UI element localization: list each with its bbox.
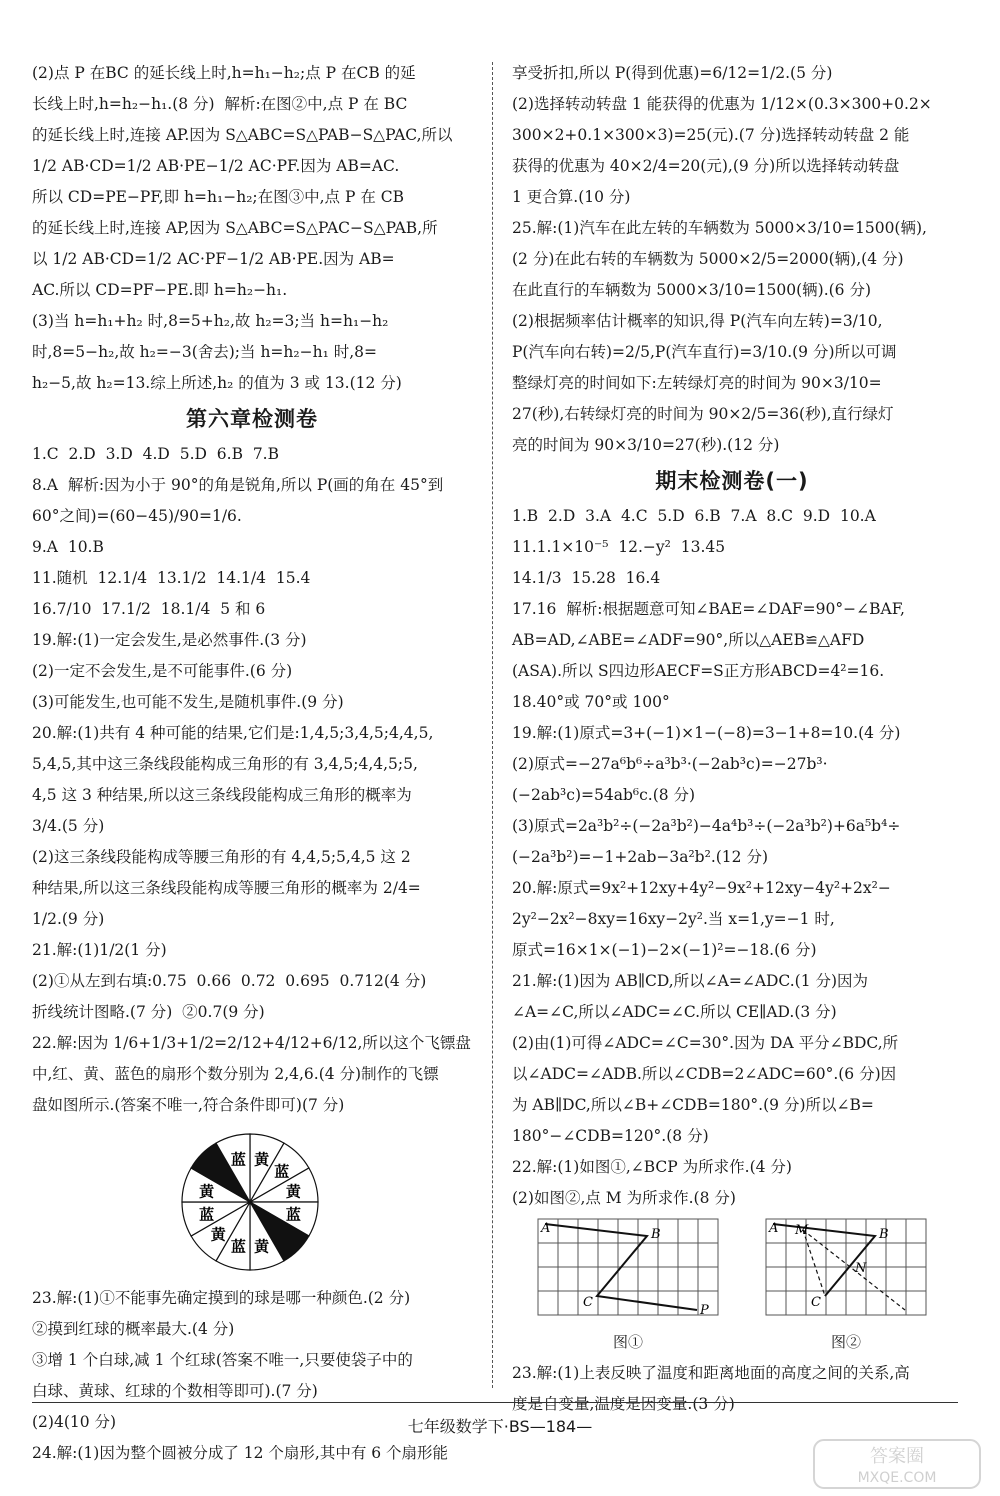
text-line: 整绿灯亮的时间如下:左转绿灯亮的时间为 90×3/10=	[512, 374, 882, 392]
text-line: 折线统计图略.(7 分) ②0.7(9 分)	[32, 1003, 265, 1021]
text-line: ③增 1 个白球,减 1 个红球(答案不唯一,只要使袋子中的	[32, 1351, 413, 1369]
label-a: A	[541, 1221, 551, 1236]
text-line: 17.16 解析:根据题意可知∠BAE=∠DAF=90°−∠BAF,	[512, 600, 905, 618]
text-line: 23.解:(1)①不能事先确定摸到的球是哪一种颜色.(2 分)	[32, 1289, 411, 1307]
text-line: (2 分)在此右转的车辆数为 5000×2/5=2000(辆),(4 分)	[512, 250, 904, 268]
text-line: (2)由(1)可得∠ADC=∠C=30°.因为 DA 平分∠BDC,所	[512, 1034, 899, 1052]
text-line: (3)可能发生,也可能不发生,是随机事件.(9 分)	[32, 693, 344, 711]
text-line: 以 1/2 AB·CD=1/2 AC·PF−1/2 AB·PE.因为 AB=	[32, 250, 395, 268]
section-heading: 第六章检测卷	[186, 407, 318, 431]
text-line: 21.解:(1)1/2(1 分)	[32, 941, 167, 959]
text-line: 度是自变量,温度是因变量.(3 分)	[512, 1395, 735, 1413]
text-line: 亮的时间为 90×3/10=27(秒).(12 分)	[512, 436, 780, 454]
text-line: h₂−5,故 h₂=13.综上所述,h₂ 的值为 3 或 13.(12 分)	[32, 374, 402, 392]
left-block-c	[32, 1283, 472, 1469]
left-block-b	[32, 439, 472, 1121]
text-line: 14.1/3 15.28 16.4	[512, 569, 661, 587]
wheel-sector-label: 黄	[254, 1237, 270, 1256]
grid-figure-2	[765, 1218, 927, 1316]
text-line: 原式=16×1×(−1)−2×(−1)²=−18.(6 分)	[512, 941, 817, 959]
text-line: P(汽车向右转)=2/5,P(汽车直行)=3/10.(9 分)所以可调	[512, 343, 897, 361]
wheel-sector-label: 蓝	[230, 1150, 246, 1169]
wheel-sector-label: 黄	[210, 1225, 226, 1244]
text-line: 获得的优惠为 40×2/4=20(元),(9 分)所以选择转动转盘	[512, 157, 900, 175]
grid-figure-1	[537, 1218, 719, 1316]
text-line: 24.解:(1)因为整个圆被分成了 12 个扇形,其中有 6 个扇形能	[32, 1444, 449, 1462]
text-line: (3)当 h=h₁+h₂ 时,8=5+h₂,故 h₂=3;当 h=h₁−h₂	[32, 312, 389, 330]
label-c: C	[583, 1295, 593, 1310]
text-line: (−2a³b²)=−1+2ab−3a²b².(12 分)	[512, 848, 768, 866]
wheel-sector-label: 蓝	[285, 1205, 301, 1224]
right-block-a	[512, 58, 952, 461]
text-line: 9.A 10.B	[32, 538, 104, 556]
text-line: (2)选择转动转盘 1 能获得的优惠为 1/12×(0.3×300+0.2×	[512, 95, 932, 113]
page-footer: 七年级数学下·BS—184—	[407, 1417, 593, 1436]
svg-text:MXQE.COM: MXQE.COM	[857, 1470, 937, 1486]
text-line: 20.解:(1)共有 4 种可能的结果,它们是:1,4,5;3,4,5;4,4,5,	[32, 724, 434, 742]
text-line: (3)原式=2a³b²÷(−2a³b²)−4a⁴b³÷(−2a³b²)+6a⁵b⁴÷	[512, 817, 901, 835]
svg-text:答案圈: 答案圈	[870, 1446, 924, 1467]
figure-1-caption: 图①	[612, 1333, 643, 1351]
text-line: 3/4.(5 分)	[32, 817, 105, 835]
text-line: (2)原式=−27a⁶b⁶÷a³b³·(−2ab³c)=−27b³·	[512, 755, 828, 773]
left-block-a	[32, 58, 472, 399]
text-line: 23.解:(1)上表反映了温度和距离地面的高度之间的关系,高	[512, 1364, 910, 1382]
wheel-sector-label: 黄	[199, 1182, 215, 1201]
text-line: (ASA).所以 S四边形AECF=S正方形ABCD=4²=16.	[512, 662, 885, 680]
text-line: 18.40°或 70°或 100°	[512, 693, 670, 711]
text-line: 22.解:因为 1/6+1/3+1/2=2/12+4/12+6/12,所以这个飞镖盘	[32, 1034, 471, 1052]
right-block-c	[512, 1358, 952, 1420]
text-line: 1.B 2.D 3.A 4.C 5.D 6.B 7.A 8.C 9.D 10.A	[512, 507, 876, 525]
dartboard-figure	[32, 1127, 472, 1277]
text-line: 为 AB∥DC,所以∠B+∠CDB=180°.(9 分)所以∠B=	[512, 1096, 874, 1114]
figure-2	[765, 1218, 927, 1358]
text-line: 5,4,5,其中这三条线段能构成三角形的有 3,4,5;4,4,5;5,	[32, 755, 418, 773]
text-line: 所以 CD=PE−PF,即 h=h₁−h₂;在图③中,点 P 在 CB	[32, 188, 405, 206]
label-b: B	[651, 1227, 661, 1242]
figure-1	[537, 1218, 719, 1358]
text-line: 19.解:(1)一定会发生,是必然事件.(3 分)	[32, 631, 307, 649]
text-line: 享受折扣,所以 P(得到优惠)=6/12=1/2.(5 分)	[512, 64, 833, 82]
right-column	[512, 58, 952, 1420]
wheel-sector-label: 蓝	[274, 1162, 290, 1181]
text-line: 1/2 AB·CD=1/2 AB·PE−1/2 AC·PF.因为 AB=AC.	[32, 157, 400, 175]
text-line: ②摸到红球的概率最大.(4 分)	[32, 1320, 235, 1338]
text-line: 20.解:原式=9x²+12xy+4y²−9x²+12xy−4y²+2x²−	[512, 879, 891, 897]
text-line: 25.解:(1)汽车在此左转的车辆数为 5000×3/10=1500(辆),	[512, 219, 927, 237]
text-line: 300×2+0.1×300×3)=25(元).(7 分)选择转动转盘 2 能	[512, 126, 910, 144]
text-line: 1/2.(9 分)	[32, 910, 105, 928]
text-line: 盘如图所示.(答案不唯一,符合条件即可)(7 分)	[32, 1096, 345, 1114]
text-line: 中,红、黄、蓝色的扇形个数分别为 2,4,6.(4 分)制作的飞镖	[32, 1065, 439, 1083]
left-column	[32, 58, 472, 1469]
text-line: 的延长线上时,连接 AP,因为 S△ABC=S△PAC−S△PAB,所	[32, 219, 438, 237]
grid-figures	[512, 1218, 952, 1358]
text-line: 16.7/10 17.1/2 18.1/4 5 和 6	[32, 600, 266, 618]
wheel-sector-label: 蓝	[230, 1237, 246, 1256]
text-line: 1 更合算.(10 分)	[512, 188, 631, 206]
text-line: 60°之间)=(60−45)/90=1/6.	[32, 507, 242, 525]
wheel-sector-label: 黄	[254, 1150, 270, 1169]
text-line: 的延长线上时,连接 AP.因为 S△ABC=S△PAB−S△PAC,所以	[32, 126, 453, 144]
text-line: (2)①从左到右填:0.75 0.66 0.72 0.695 0.712(4 分)	[32, 972, 427, 990]
text-line: (2)如图②,点 M 为所求作.(8 分)	[512, 1189, 736, 1207]
footer-rule	[32, 1402, 958, 1403]
watermark-logo	[812, 1436, 982, 1492]
text-line: 27(秒),右转绿灯亮的时间为 90×2/5=36(秒),直行绿灯	[512, 405, 894, 423]
text-line: 4,5 这 3 种结果,所以这三条线段能构成三角形的概率为	[32, 786, 412, 804]
text-line: 11.随机 12.1/4 13.1/2 14.1/4 15.4	[32, 569, 311, 587]
wheel-sector-label: 蓝	[199, 1205, 215, 1224]
text-line: (2)一定不会发生,是不可能事件.(6 分)	[32, 662, 293, 680]
text-line: 以∠ADC=∠ADB.所以∠CDB=2∠ADC=60°.(6 分)因	[512, 1065, 897, 1083]
text-line: 11.1.1×10⁻⁵ 12.−y² 13.45	[512, 538, 726, 556]
text-line: 种结果,所以这三条线段能构成等腰三角形的概率为 2/4=	[32, 879, 421, 897]
text-line: 180°−∠CDB=120°.(8 分)	[512, 1127, 709, 1145]
label-c: C	[811, 1295, 821, 1310]
label-m: M	[795, 1223, 809, 1238]
text-line: (2)点 P 在BC 的延长线上时,h=h₁−h₂;点 P 在CB 的延	[32, 64, 416, 82]
text-line: 22.解:(1)如图①,∠BCP 为所求作.(4 分)	[512, 1158, 792, 1176]
column-divider	[492, 62, 493, 1388]
text-line: 白球、黄球、红球的个数相等即可).(7 分)	[32, 1382, 318, 1400]
text-line: (2)根据频率估计概率的知识,得 P(汽车向左转)=3/10,	[512, 312, 883, 330]
label-b: B	[879, 1227, 889, 1242]
label-p: P	[700, 1303, 709, 1316]
text-line: 19.解:(1)原式=3+(−1)×1−(−8)=3−1+8=10.(4 分)	[512, 724, 901, 742]
right-block-b	[512, 501, 952, 1214]
text-line: 8.A 解析:因为小于 90°的角是锐角,所以 P(画的角在 45°到	[32, 476, 444, 494]
text-line: AC.所以 CD=PF−PE.即 h=h₂−h₁.	[32, 281, 288, 299]
text-line: ∠A=∠C,所以∠ADC=∠C.所以 CE∥AD.(3 分)	[512, 1003, 837, 1021]
text-line: 2y²−2x²−8xy=16xy−2y².当 x=1,y=−1 时,	[512, 910, 835, 928]
text-line: 21.解:(1)因为 AB∥CD,所以∠A=∠ADC.(1 分)因为	[512, 972, 869, 990]
text-line: 1.C 2.D 3.D 4.D 5.D 6.B 7.B	[32, 445, 279, 463]
text-line: 在此直行的车辆数为 5000×3/10=1500(辆).(6 分)	[512, 281, 872, 299]
text-line: (2)4(10 分)	[32, 1413, 117, 1431]
text-line: AB=AD,∠ABE=∠ADF=90°,所以△AEB≌△AFD	[512, 631, 865, 649]
label-a: A	[769, 1221, 779, 1236]
text-line: (−2ab³c)=54ab⁶c.(8 分)	[512, 786, 696, 804]
wheel-sector-label: 黄	[285, 1182, 301, 1201]
label-n: N	[855, 1261, 867, 1276]
text-line: 长线上时,h=h₂−h₁.(8 分) 解析:在图②中,点 P 在 BC	[32, 95, 408, 113]
text-line: 时,8=5−h₂,故 h₂=−3(舍去);当 h=h₂−h₁ 时,8=	[32, 343, 378, 361]
figure-2-caption: 图②	[830, 1333, 861, 1351]
section-heading: 期末检测卷(一)	[655, 469, 809, 493]
text-line: (2)这三条线段能构成等腰三角形的有 4,4,5;5,4,5 这 2	[32, 848, 411, 866]
